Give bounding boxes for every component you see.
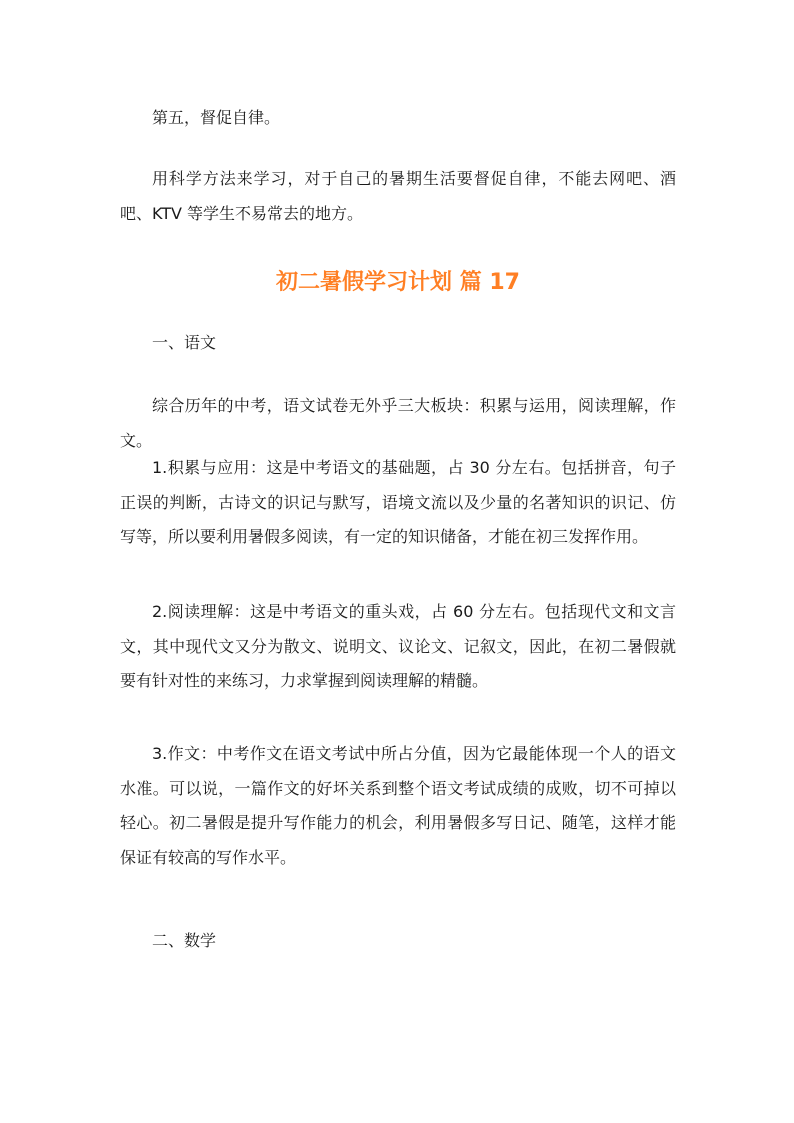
paragraph-fifth-point: 第五，督促自律。 bbox=[152, 108, 281, 127]
section-title: 初二暑假学习计划 篇 17 bbox=[276, 270, 520, 295]
paragraph-overview: 综合历年的中考，语文试卷无外乎三大板块：积累与运用，阅读理解，作文。 bbox=[120, 396, 676, 450]
paragraph-accumulation: 1.积累与应用：这是中考语文的基础题，占 30 分左右。包括拼音，句子正误的判断，古诗文的识记与默写，语境文流以及少量的名著知识的识记、仿写等，所以要利用暑假多阅读，有一定的知识储备，才能在初三发挥作用。 bbox=[120, 458, 676, 546]
heading-math: 二、数学 bbox=[152, 931, 217, 950]
paragraph-reading: 2.阅读理解：这是中考语文的重头戏，占 60 分左右。包括现代文和文言文，其中现代文又分为散文、说明文、议论文、记叙文，因此，在初二暑假就要有针对性的来练习，力求掌握到阅读理解的精髓。 bbox=[120, 602, 676, 690]
paragraph-writing: 3.作文：中考作文在语文考试中所占分值，因为它最能体现一个人的语文水准。可以说，一篇作文的好坏关系到整个语文考试成绩的成败，切不可掉以轻心。初二暑假是提升写作能力的机会，利用暑假多写日记、随笔，这样才能保证有较高的写作水平。 bbox=[120, 744, 676, 867]
heading-chinese: 一、语文 bbox=[152, 333, 217, 352]
paragraph-self-discipline: 用科学方法来学习，对于自己的暑期生活要督促自律，不能去网吧、酒吧、KTV 等学生不易常去的地方。 bbox=[120, 169, 676, 223]
